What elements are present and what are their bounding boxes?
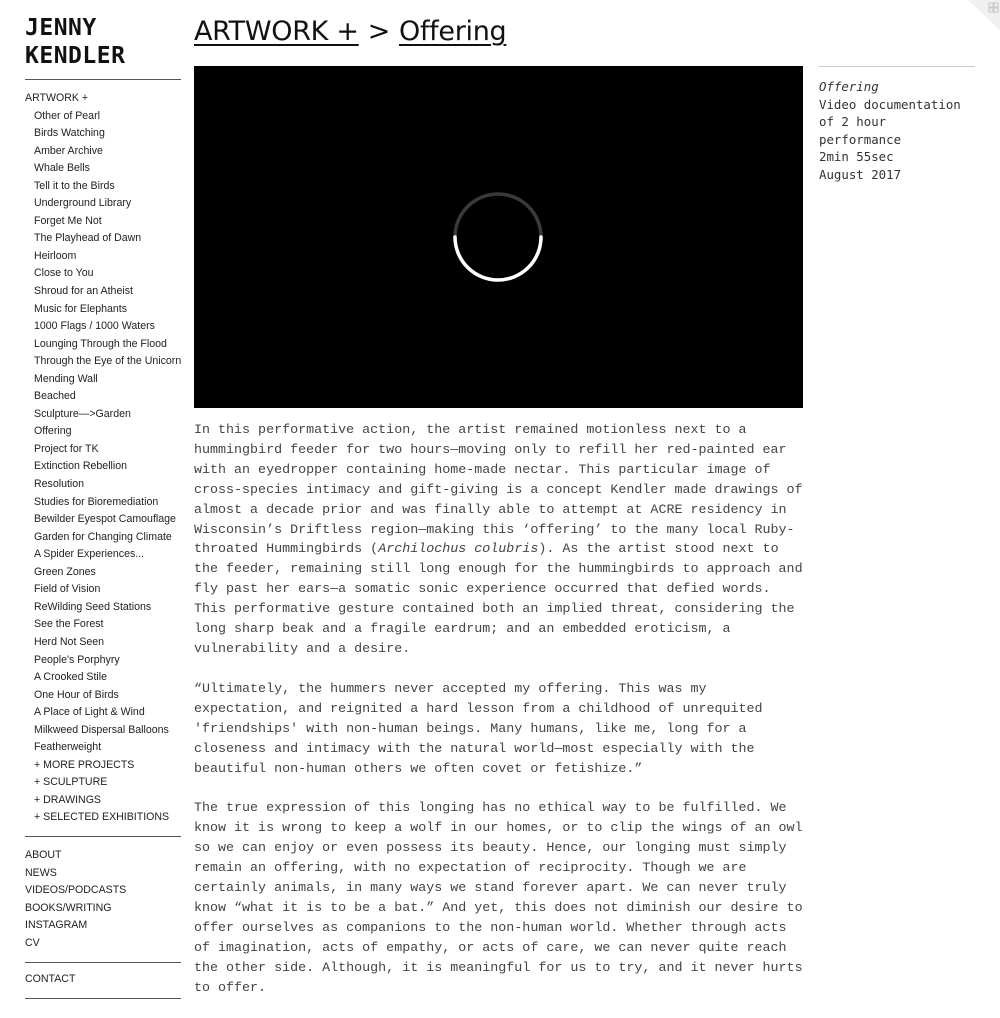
artwork-description (194, 421, 806, 1018)
text-line: of imagination, acts of empathy, or acts of care, we can never quite reach (194, 940, 787, 956)
breadcrumb-artwork-link[interactable]: ARTWORK + (194, 16, 359, 47)
sidebar-item-artwork[interactable]: Close to You (34, 267, 94, 280)
sidebar-item-artwork[interactable]: Field of Vision (34, 583, 101, 596)
corner-logo-icon[interactable] (958, 0, 1000, 30)
nav-contact[interactable]: CONTACT (25, 973, 76, 986)
sidebar-item-artwork[interactable]: ReWilding Seed Stations (34, 600, 152, 613)
caption-duration: 2min 55sec (819, 149, 894, 165)
caption-medium-line: of 2 hour (819, 114, 887, 130)
text-line: closeness and intimacy with the natural world—most especially with the (194, 741, 755, 757)
text-line: the feeder, remaining still long enough for the hummingbirds to approach and (194, 562, 803, 578)
caption-date: August 2017 (819, 166, 902, 182)
sidebar-item-artwork[interactable]: + DRAWINGS (34, 793, 102, 806)
sidebar-item-page[interactable]: ABOUT (25, 848, 62, 861)
text-line: expectation, and reignited a hard lesson from a childhood of unrequited (194, 701, 763, 717)
sidebar-item-page[interactable]: CV (25, 936, 40, 949)
sidebar-divider (25, 998, 181, 999)
breadcrumb (194, 14, 506, 50)
sidebar-item-artwork[interactable]: Beached (34, 390, 76, 403)
sidebar-item-artwork[interactable]: A Spider Experiences... (34, 548, 145, 561)
text-line: In this performative action, the artist remained motionless next to a (194, 423, 747, 438)
sidebar-item-artwork[interactable]: 1000 Flags / 1000 Waters (34, 320, 155, 333)
sidebar-item-page[interactable]: INSTAGRAM (25, 919, 88, 932)
text-line: offer ourselves as companions to the non-human world. Whether through acts (194, 920, 787, 936)
sidebar-item-artwork[interactable]: See the Forest (34, 618, 104, 631)
sidebar-item-artwork[interactable]: Featherweight (34, 741, 102, 754)
text-line: This performative gesture contained both an implied threat, considering the (194, 602, 795, 618)
species-name: Archilochus colubris (378, 542, 539, 558)
sidebar-divider (25, 962, 181, 963)
text-line: the other side. Although, it is meaningful for us to try, and it never hurts (194, 960, 803, 976)
caption-medium-line: Video documentation (819, 96, 961, 112)
site-title-line2[interactable]: KENDLER (25, 43, 126, 69)
sidebar-item-artwork[interactable]: The Playhead of Dawn (34, 232, 142, 245)
loading-spinner-icon (453, 192, 543, 282)
sidebar-item-artwork[interactable]: Birds Watching (34, 127, 105, 140)
sidebar-item-artwork[interactable]: Offering (34, 425, 72, 438)
text-line: “Ultimately, the hummers never accepted my offering. This was my (194, 681, 707, 697)
text-line: hummingbird feeder for two hours—moving only to refill her red-painted ear (194, 442, 787, 458)
sidebar-item-artwork[interactable]: Mending Wall (34, 372, 98, 385)
sidebar-divider (25, 836, 181, 837)
caption-medium-line: performance (819, 131, 902, 147)
text-line: fly past her ears—a somatic sonic experience occurred that defied words. (194, 582, 771, 598)
text-line: 'friendships' with non-human beings. Many humans, like me, long for a (194, 721, 747, 737)
sidebar-item-artwork[interactable]: One Hour of Birds (34, 688, 119, 701)
sidebar-item-artwork[interactable]: A Crooked Stile (34, 671, 108, 684)
sidebar-item-artwork[interactable]: Music for Elephants (34, 302, 128, 315)
sidebar-item-artwork[interactable]: Through the Eye of the Unicorn (34, 355, 182, 368)
text-line: with an eyedropper containing home-made nectar. This particular image of (194, 462, 771, 478)
text-line: The true expression of this longing has no ethical way to be fulfilled. We (194, 801, 787, 817)
sidebar-item-artwork[interactable]: Garden for Changing Climate (34, 530, 172, 543)
description-paragraph-3 (194, 799, 806, 998)
breadcrumb-separator: > (367, 16, 391, 47)
artwork-nav (25, 90, 181, 827)
sidebar-item-page[interactable]: NEWS (25, 866, 57, 879)
text-line: cross-species intimacy and gift-giving is a concept Kendler made drawings of (194, 482, 803, 498)
sidebar-item-artwork[interactable]: Milkweed Dispersal Balloons (34, 723, 169, 736)
sidebar-item-artwork[interactable]: Studies for Bioremediation (34, 495, 159, 508)
pages-nav (25, 847, 181, 952)
sidebar-item-artwork[interactable]: Amber Archive (34, 144, 103, 157)
sidebar-item-artwork[interactable]: A Place of Light & Wind (34, 706, 145, 719)
sidebar-item-artwork[interactable]: + SCULPTURE (34, 776, 108, 789)
text-line: know it is wrong to keep a wolf in our homes, or to clip the wings of an owl (194, 821, 803, 837)
sidebar-item-artwork[interactable]: Herd Not Seen (34, 635, 105, 648)
text-line: know “what it is to be a bat.” And yet, this does not diminish our desire to (194, 900, 803, 916)
breadcrumb-offering-link[interactable]: Offering (399, 16, 507, 47)
text-line: to offer. (194, 980, 267, 996)
text-line: long sharp beak and a fragile eardrum; and an embedded eroticism, a (194, 622, 731, 638)
sidebar-item-page[interactable]: BOOKS/WRITING (25, 901, 112, 914)
description-paragraph-2 (194, 680, 806, 780)
sidebar-item-artwork[interactable]: Extinction Rebellion (34, 460, 128, 473)
artwork-caption (819, 66, 975, 184)
sidebar-item-artwork[interactable]: Tell it to the Birds (34, 179, 115, 192)
sidebar-item-artwork[interactable]: Sculpture—>Garden (34, 407, 131, 420)
sidebar-item-artwork[interactable]: Underground Library (34, 197, 132, 210)
text-line: certainly animals, in many ways we stand forever apart. We can never truly (194, 881, 787, 897)
text-line: almost a decade prior and was finally able to attempt at ACRE residency in (194, 502, 787, 518)
sidebar-item-page[interactable]: VIDEOS/PODCASTS (25, 884, 127, 897)
sidebar-item-artwork[interactable]: Lounging Through the Flood (34, 337, 167, 350)
sidebar-item-artwork[interactable]: Forget Me Not (34, 214, 102, 227)
text-line: beautiful non-human others we often covet or fetishize.” (194, 761, 643, 777)
description-paragraph-1 (194, 421, 806, 660)
video-player[interactable] (194, 66, 803, 408)
sidebar-item-artwork[interactable]: + SELECTED EXHIBITIONS (34, 811, 170, 824)
sidebar-item-artwork[interactable]: + MORE PROJECTS (34, 758, 135, 771)
nav-artwork[interactable]: ARTWORK + (25, 92, 89, 104)
sidebar-item-artwork[interactable]: Project for TK (34, 442, 99, 455)
sidebar-item-artwork[interactable]: Heirloom (34, 249, 77, 262)
sidebar-item-artwork[interactable]: Bewilder Eyespot Camouflage (34, 513, 176, 526)
text-line: Wisconsin’s Driftless region—making this ‘offering’ to the many local Ruby- (194, 522, 795, 538)
sidebar-item-artwork[interactable]: Whale Bells (34, 162, 90, 175)
sidebar-item-artwork[interactable]: Shroud for an Atheist (34, 285, 133, 298)
caption-title: Offering (819, 79, 879, 94)
sidebar-item-artwork[interactable]: People's Porphyry (34, 653, 120, 666)
text-line: vulnerability and a desire. (194, 641, 411, 657)
artwork-list (25, 108, 181, 827)
site-title[interactable] (25, 14, 181, 80)
sidebar-item-artwork[interactable]: Resolution (34, 478, 85, 491)
sidebar-item-artwork[interactable]: Other of Pearl (34, 109, 100, 122)
text-line: so we can enjoy or even possess its beauty. Hence, our longing must simply (194, 841, 787, 857)
sidebar (25, 14, 181, 999)
sidebar-item-artwork[interactable]: Green Zones (34, 565, 96, 578)
text-line: remain an offering, with no expectation of reciprocity. Though we are (194, 861, 747, 877)
text-line: throated Hummingbirds (Archilochus colubris). As the artist stood next to (194, 542, 779, 558)
site-title-line1[interactable]: JENNY (25, 15, 97, 41)
